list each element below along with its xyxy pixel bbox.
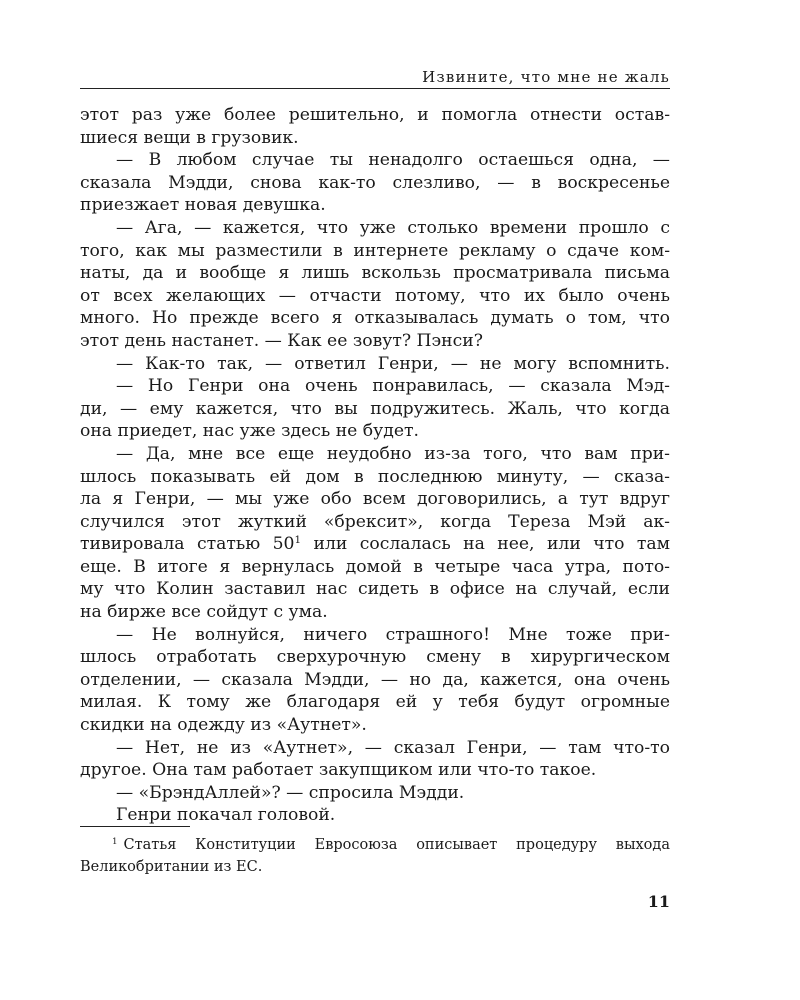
text-line <box>80 691 670 714</box>
footnote-marker: 1 <box>112 836 118 847</box>
text-line-content: она приедет, нас уже здесь не будет. <box>80 421 419 442</box>
text-line-content: того, как мы разместили в интернете рекламу о сдаче ком- <box>80 240 670 261</box>
footnote <box>80 834 670 878</box>
text-line <box>80 127 670 150</box>
text-line-content: шиеся вещи в грузовик. <box>80 127 299 148</box>
text-line-content: шлось отработать сверхурочную смену в хирургическом <box>80 647 670 668</box>
text-line-content: Генри покачал головой. <box>116 805 336 826</box>
text-line <box>80 307 670 330</box>
text-line <box>80 149 670 172</box>
text-line-content: му что Колин заставил нас сидеть в офисе на случай, если <box>80 579 670 600</box>
text-line-content: еще. В итоге я вернулась домой в четыре часа утра, пото- <box>80 556 670 577</box>
text-line <box>80 375 670 398</box>
text-line <box>80 262 670 285</box>
footnote-line <box>80 856 670 878</box>
text-line <box>80 488 670 511</box>
text-line <box>80 443 670 466</box>
text-line-content: — В любом случае ты ненадолго остаешься одна, — <box>116 150 670 171</box>
text-line <box>80 172 670 195</box>
text-line <box>80 104 670 127</box>
text-line <box>80 398 670 421</box>
text-line <box>80 601 670 624</box>
text-line <box>80 330 670 353</box>
text-line-content: случился этот жуткий «брексит», когда Тереза Мэй ак- <box>80 511 670 532</box>
text-line-content: отделении, — сказала Мэдди, — но да, кажется, она очень <box>80 669 670 690</box>
text-line <box>80 737 670 760</box>
text-line-continuation: или сослалась на нее, или что там <box>301 534 670 555</box>
text-line-content: много. Но прежде всего я отказывалась думать о том, что <box>80 308 670 329</box>
text-line-content: шлось показывать ей дом в последнюю минуту, — сказа- <box>80 466 670 487</box>
text-line <box>80 285 670 308</box>
text-line-content: — Как-то так, — ответил Генри, — не могу вспомнить. <box>116 353 670 374</box>
text-line-content: этот день настанет. — Как ее зовут? Пэнси? <box>80 330 483 351</box>
text-line-content: милая. К тому же благодаря ей у тебя будут огромные <box>80 692 670 713</box>
text-line <box>80 646 670 669</box>
text-line-content: — «БрэндАллей»? — спросила Мэдди. <box>116 782 465 803</box>
footnote-line <box>80 834 670 856</box>
footnote-rule <box>80 826 190 827</box>
text-line <box>80 466 670 489</box>
text-line-content: — Не волнуйся, ничего страшного! Мне тоже при- <box>116 624 670 645</box>
text-line <box>80 714 670 737</box>
footnote-text: Статья Конституции Евросоюза описывает процедуру выхода <box>123 837 670 853</box>
text-line <box>80 669 670 692</box>
text-line <box>80 353 670 376</box>
text-line <box>80 759 670 782</box>
text-line-content: от всех желающих — отчасти потому, что их было очень <box>80 285 670 306</box>
text-line-content: приезжает новая девушка. <box>80 195 326 216</box>
text-line-content: — Да, мне все еще неудобно из-за того, что вам при- <box>116 443 670 464</box>
text-line <box>80 578 670 601</box>
text-line <box>80 556 670 579</box>
text-line-content: наты, да и вообще я лишь вскользь просматривала письма <box>80 263 670 284</box>
text-line <box>80 240 670 263</box>
text-line <box>80 804 670 827</box>
page-number: 11 <box>647 892 670 911</box>
text-line <box>80 217 670 240</box>
text-line <box>80 194 670 217</box>
text-line-content: другое. Она там работает закупщиком или что-то такое. <box>80 760 597 781</box>
text-line-content: скидки на одежду из «Аутнет». <box>80 715 367 736</box>
footnote-text: Великобритании из ЕС. <box>80 859 263 875</box>
text-line-content: — Но Генри она очень понравилась, — сказала Мэд- <box>116 376 670 397</box>
text-line-content: этот раз уже более решительно, и помогла отнести остав- <box>80 105 670 125</box>
text-line-content: ди, — ему кажется, что вы подружитесь. Жаль, что когда <box>80 398 670 419</box>
running-head: Извините, что мне не жаль <box>422 68 670 86</box>
text-line <box>80 511 670 534</box>
footnote-reference: 1 <box>294 534 302 547</box>
text-line <box>80 420 670 443</box>
text-line-content: — Ага, — кажется, что уже столько времени прошло с <box>116 217 670 238</box>
text-line-content: сказала Мэдди, снова как-то слезливо, — в воскресенье <box>80 172 670 193</box>
text-line <box>80 624 670 647</box>
text-line-content: тивировала статью 50 <box>80 534 295 555</box>
text-line-content: на бирже все сойдут с ума. <box>80 602 328 623</box>
text-line-content: ла я Генри, — мы уже обо всем договорились, а тут вдруг <box>80 489 670 510</box>
body-text <box>80 104 670 827</box>
text-line-content: — Нет, не из «Аутнет», — сказал Генри, — там что-то <box>116 737 670 758</box>
header-rule <box>80 88 670 89</box>
text-line <box>80 782 670 805</box>
text-line <box>80 533 670 556</box>
